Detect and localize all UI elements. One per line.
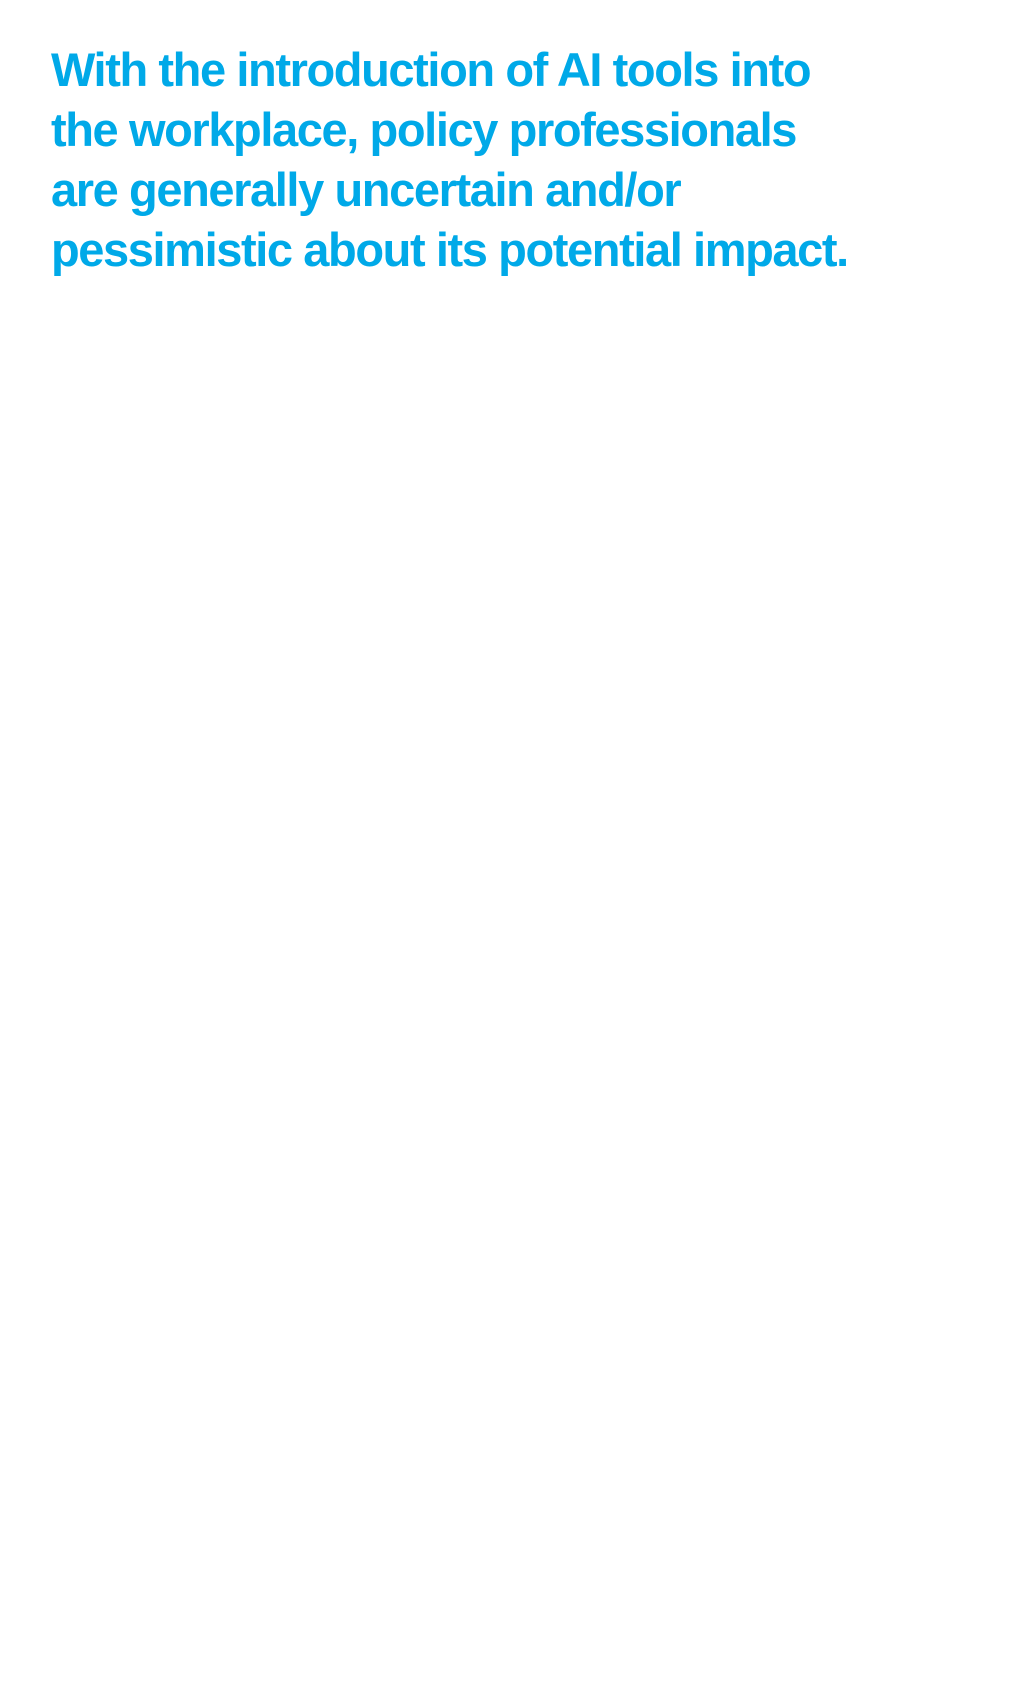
headline-line-3: are generally uncertain and/or — [51, 163, 681, 216]
headline — [51, 40, 1011, 280]
headline-line-4: pessimistic about its potential impact. — [51, 223, 848, 276]
headline-line-2: the workplace, policy professionals — [51, 103, 797, 156]
headline-line-1: With the introduction of AI tools into — [51, 43, 811, 96]
